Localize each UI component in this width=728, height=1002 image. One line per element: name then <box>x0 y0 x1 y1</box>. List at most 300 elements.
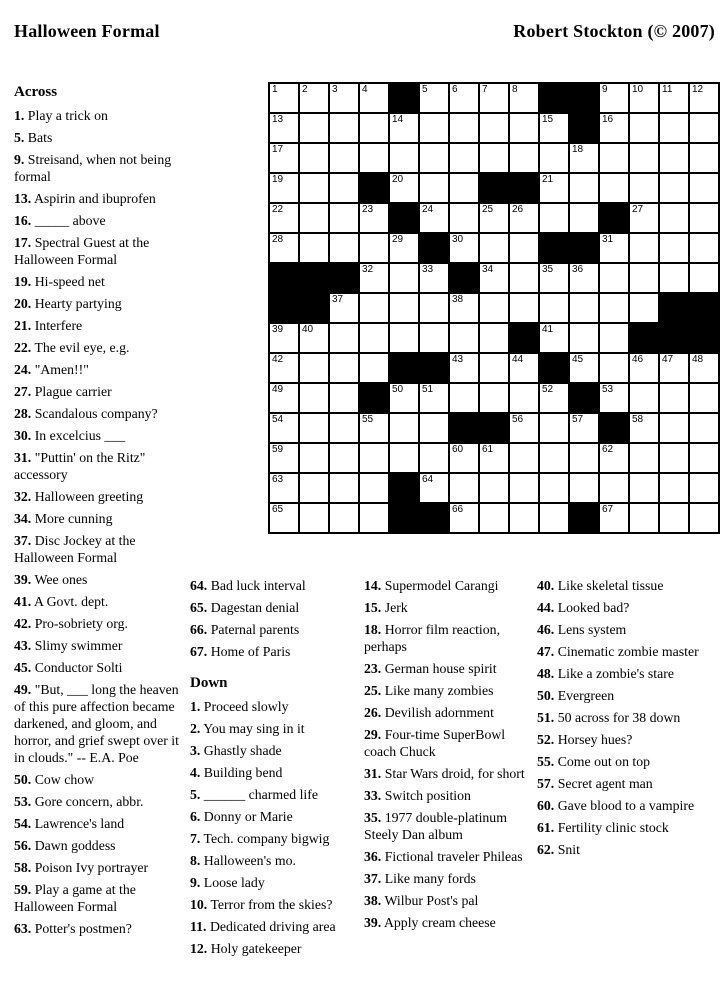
black-cell-r6c10 <box>540 234 568 262</box>
grid-cell-r3c12 <box>600 144 628 172</box>
cell-number: 11 <box>662 84 673 95</box>
across-clue-24: 24. "Amen!!" <box>14 362 89 377</box>
across-clue-53: 53. Gore concern, abbr. <box>14 794 144 809</box>
grid-cell-r1c4 <box>360 84 388 112</box>
cell-number: 32 <box>362 264 374 275</box>
down-clue-35: 35. 1977 double-platinum Steely Dan album <box>364 810 507 842</box>
cell-number: 43 <box>452 354 464 365</box>
grid-cell-r13c15 <box>690 444 718 472</box>
grid-cell-r3c11 <box>570 144 598 172</box>
across-clue-41: 41. A Govt. dept. <box>14 594 109 609</box>
grid-cell-r6c5 <box>390 234 418 262</box>
cell-number: 49 <box>272 384 284 395</box>
clue-number: 35. <box>364 810 382 825</box>
grid-cell-r13c5 <box>390 444 418 472</box>
clue-number: 23. <box>364 661 382 676</box>
clue-number: 32. <box>14 489 32 504</box>
grid-cell-r10c14 <box>660 354 688 382</box>
grid-cell-r14c2 <box>300 474 328 502</box>
clue-number: 60. <box>537 798 555 813</box>
black-cell-r14c5 <box>390 474 418 502</box>
grid-cell-r11c5 <box>390 384 418 412</box>
down-clue-18: 18. Horror film reaction, perhaps <box>364 622 501 654</box>
clue-number: 58. <box>14 860 32 875</box>
across-clue-27: 27. Plague carrier <box>14 384 112 399</box>
grid-cell-r4c7 <box>450 174 478 202</box>
grid-cell-r6c14 <box>660 234 688 262</box>
grid-cell-r6c4 <box>360 234 388 262</box>
cell-number: 2 <box>302 84 308 95</box>
clue-number: 20. <box>14 296 32 311</box>
grid-cell-r8c7 <box>450 294 478 322</box>
black-cell-r12c8 <box>480 414 508 442</box>
down-clue-44: 44. Looked bad? <box>537 600 630 615</box>
black-cell-r10c10 <box>540 354 568 382</box>
grid-cell-r2c7 <box>450 114 478 142</box>
clue-column-across-end-down-start <box>190 577 360 962</box>
grid-cell-r3c14 <box>660 144 688 172</box>
grid-cell-r9c4 <box>360 324 388 352</box>
cell-number: 48 <box>692 354 704 365</box>
down-clue-46: 46. Lens system <box>537 622 627 637</box>
cell-number: 3 <box>332 84 338 95</box>
grid-cell-r2c6 <box>420 114 448 142</box>
clue-number: 42. <box>14 616 32 631</box>
down-clue-23: 23. German house spirit <box>364 661 497 676</box>
across-clue-39: 39. Wee ones <box>14 572 88 587</box>
down-clue-25: 25. Like many zombies <box>364 683 494 698</box>
black-cell-r4c9 <box>510 174 538 202</box>
clue-number: 61. <box>537 820 555 835</box>
grid-cell-r15c13 <box>630 504 658 532</box>
grid-cell-r1c2 <box>300 84 328 112</box>
cell-number: 37 <box>332 294 344 305</box>
cell-number: 26 <box>512 204 524 215</box>
black-cell-r8c1 <box>270 294 298 322</box>
grid-cell-r3c10 <box>540 144 568 172</box>
across-clue-56: 56. Dawn goddess <box>14 838 116 853</box>
clue-number: 3. <box>190 743 201 758</box>
clue-number: 65. <box>190 600 208 615</box>
grid-cell-r5c7 <box>450 204 478 232</box>
across-clue-16: 16. _____ above <box>14 213 106 228</box>
across-clue-20: 20. Hearty partying <box>14 296 122 311</box>
clue-number: 40. <box>537 578 555 593</box>
grid-cell-r3c2 <box>300 144 328 172</box>
cell-number: 13 <box>272 114 284 125</box>
grid-cell-r11c8 <box>480 384 508 412</box>
grid-cell-r7c8 <box>480 264 508 292</box>
grid-cell-r7c10 <box>540 264 568 292</box>
grid-cell-r15c4 <box>360 504 388 532</box>
clue-number: 37. <box>14 533 32 548</box>
down-clue-14: 14. Supermodel Carangi <box>364 578 499 593</box>
grid-cell-r6c3 <box>330 234 358 262</box>
black-cell-r7c2 <box>300 264 328 292</box>
black-cell-r15c5 <box>390 504 418 532</box>
cell-number: 66 <box>452 504 464 515</box>
black-cell-r12c7 <box>450 414 478 442</box>
clue-number: 53. <box>14 794 32 809</box>
down-clue-60: 60. Gave blood to a vampire <box>537 798 695 813</box>
grid-cell-r15c3 <box>330 504 358 532</box>
grid-cell-r7c14 <box>660 264 688 292</box>
grid-cell-r1c7 <box>450 84 478 112</box>
grid-cell-r8c5 <box>390 294 418 322</box>
across-clue-50: 50. Cow chow <box>14 772 95 787</box>
grid-cell-r13c3 <box>330 444 358 472</box>
across-clue-19: 19. Hi-speed net <box>14 274 105 289</box>
black-cell-r15c6 <box>420 504 448 532</box>
clue-number: 43. <box>14 638 32 653</box>
cell-number: 6 <box>452 84 458 95</box>
grid-cell-r11c6 <box>420 384 448 412</box>
clue-number: 39. <box>364 915 382 930</box>
grid-cell-r12c1 <box>270 414 298 442</box>
clue-number: 30. <box>14 428 32 443</box>
down-clue-55: 55. Come out on top <box>537 754 651 769</box>
black-cell-r15c11 <box>570 504 598 532</box>
black-cell-r5c12 <box>600 204 628 232</box>
grid-cell-r14c6 <box>420 474 448 502</box>
down-clue-9: 9. Loose lady <box>190 875 265 890</box>
cell-number: 57 <box>572 414 584 425</box>
clue-number: 28. <box>14 406 32 421</box>
grid-cell-r14c15 <box>690 474 718 502</box>
grid-cell-r15c7 <box>450 504 478 532</box>
grid-cell-r2c5 <box>390 114 418 142</box>
clue-number: 33. <box>364 788 382 803</box>
down-clue-6: 6. Donny or Marie <box>190 809 293 824</box>
cell-number: 9 <box>602 84 608 95</box>
cell-number: 54 <box>272 414 284 425</box>
grid-cell-r2c2 <box>300 114 328 142</box>
clue-number: 37. <box>364 871 382 886</box>
grid-cell-r12c5 <box>390 414 418 442</box>
across-clue-58: 58. Poison Ivy portrayer <box>14 860 149 875</box>
across-clue-31: 31. "Puttin' on the Ritz" accessory <box>14 450 146 482</box>
clue-number: 21. <box>14 318 32 333</box>
cell-number: 33 <box>422 264 434 275</box>
grid-cell-r7c15 <box>690 264 718 292</box>
grid-cell-r10c7 <box>450 354 478 382</box>
cell-number: 25 <box>482 204 494 215</box>
down-clue-36: 36. Fictional traveler Phileas <box>364 849 523 864</box>
down-clue-26: 26. Devilish adornment <box>364 705 494 720</box>
grid-cell-r9c10 <box>540 324 568 352</box>
black-cell-r4c4 <box>360 174 388 202</box>
grid-cell-r13c14 <box>660 444 688 472</box>
black-cell-r4c8 <box>480 174 508 202</box>
grid-cell-r13c7 <box>450 444 478 472</box>
clue-number: 29. <box>364 727 382 742</box>
cell-number: 20 <box>392 174 404 185</box>
grid-cell-r11c12 <box>600 384 628 412</box>
grid-cell-r9c8 <box>480 324 508 352</box>
grid-cell-r12c3 <box>330 414 358 442</box>
grid-cell-r1c1 <box>270 84 298 112</box>
grid-cell-r15c15 <box>690 504 718 532</box>
black-cell-r10c5 <box>390 354 418 382</box>
clue-number: 67. <box>190 644 208 659</box>
grid-cell-r13c11 <box>570 444 598 472</box>
cell-number: 5 <box>422 84 428 95</box>
cell-number: 8 <box>512 84 518 95</box>
clue-column-down-3 <box>537 577 713 863</box>
clue-number: 45. <box>14 660 32 675</box>
clue-number: 19. <box>14 274 32 289</box>
down-clue-61: 61. Fertility clinic stock <box>537 820 669 835</box>
grid-cell-r9c12 <box>600 324 628 352</box>
grid-cell-r5c2 <box>300 204 328 232</box>
clue-number: 38. <box>364 893 382 908</box>
black-cell-r9c13 <box>630 324 658 352</box>
grid-cell-r5c10 <box>540 204 568 232</box>
grid-cell-r1c15 <box>690 84 718 112</box>
clue-number: 27. <box>14 384 32 399</box>
cell-number: 44 <box>512 354 524 365</box>
grid-cell-r14c3 <box>330 474 358 502</box>
cell-number: 10 <box>632 84 644 95</box>
grid-cell-r11c10 <box>540 384 568 412</box>
grid-cell-r5c14 <box>660 204 688 232</box>
cell-number: 30 <box>452 234 464 245</box>
grid-cell-r1c14 <box>660 84 688 112</box>
grid-cell-r15c10 <box>540 504 568 532</box>
cell-number: 47 <box>662 354 674 365</box>
grid-cell-r8c12 <box>600 294 628 322</box>
cell-number: 46 <box>632 354 644 365</box>
down-clue-10: 10. Terror from the skies? <box>190 897 333 912</box>
clue-number: 34. <box>14 511 32 526</box>
puzzle-title: Halloween Formal <box>14 21 160 41</box>
across-clue-28: 28. Scandalous company? <box>14 406 158 421</box>
grid-cell-r15c12 <box>600 504 628 532</box>
cell-number: 21 <box>542 174 554 185</box>
clue-number: 13. <box>14 191 32 206</box>
clue-number: 5. <box>14 130 25 145</box>
grid-cell-r3c4 <box>360 144 388 172</box>
down-clue-4: 4. Building bend <box>190 765 283 780</box>
clue-number: 62. <box>537 842 555 857</box>
clue-number: 14. <box>364 578 382 593</box>
black-cell-r11c4 <box>360 384 388 412</box>
across-clue-13: 13. Aspirin and ibuprofen <box>14 191 156 206</box>
grid-cell-r2c4 <box>360 114 388 142</box>
across-clue-59: 59. Play a game at the Halloween Formal <box>14 882 136 914</box>
grid-cell-r3c15 <box>690 144 718 172</box>
down-clue-38: 38. Wilbur Post's pal <box>364 893 479 908</box>
cell-number: 16 <box>602 114 614 125</box>
cell-number: 64 <box>422 474 434 485</box>
black-cell-r9c9 <box>510 324 538 352</box>
clue-number: 9. <box>190 875 201 890</box>
across-clue-21: 21. Interfere <box>14 318 83 333</box>
cell-number: 27 <box>632 204 644 215</box>
down-clue-29: 29. Four-time SuperBowl coach Chuck <box>364 727 506 759</box>
grid-cell-r4c12 <box>600 174 628 202</box>
grid-cell-r4c1 <box>270 174 298 202</box>
grid-cell-r10c15 <box>690 354 718 382</box>
grid-cell-r14c9 <box>510 474 538 502</box>
black-cell-r9c14 <box>660 324 688 352</box>
down-clue-51: 51. 50 across for 38 down <box>537 710 681 725</box>
clue-number: 5. <box>190 787 201 802</box>
across-clue-5: 5. Bats <box>14 130 53 145</box>
cell-number: 36 <box>572 264 584 275</box>
grid-cell-r7c5 <box>390 264 418 292</box>
clue-column-across <box>14 84 182 942</box>
down-clue-5: 5. ______ charmed life <box>190 787 318 802</box>
grid-cell-r10c1 <box>270 354 298 382</box>
grid-cell-r12c14 <box>660 414 688 442</box>
across-clue-49: 49. "But, ___ long the heaven of this pure affection became darkened, and gloom, and horror, and grief swept over it in clouds." -- E.A. Poe <box>14 682 179 765</box>
grid-cell-r9c3 <box>330 324 358 352</box>
cell-number: 56 <box>512 414 524 425</box>
across-clue-34: 34. More cunning <box>14 511 113 526</box>
grid-cell-r13c10 <box>540 444 568 472</box>
down-clue-31: 31. Star Wars droid, for short <box>364 766 525 781</box>
grid-cell-r4c3 <box>330 174 358 202</box>
grid-cell-r5c3 <box>330 204 358 232</box>
puzzle-author: Robert Stockton (© 2007) <box>513 21 715 41</box>
cell-number: 39 <box>272 324 284 335</box>
grid-cell-r4c15 <box>690 174 718 202</box>
grid-cell-r12c15 <box>690 414 718 442</box>
grid-cell-r7c9 <box>510 264 538 292</box>
grid-cell-r11c15 <box>690 384 718 412</box>
grid-cell-r12c9 <box>510 414 538 442</box>
grid-cell-r1c6 <box>420 84 448 112</box>
cell-number: 51 <box>422 384 434 395</box>
clue-number: 36. <box>364 849 382 864</box>
down-clue-40: 40. Like skeletal tissue <box>537 578 664 593</box>
cell-number: 19 <box>272 174 284 185</box>
grid-cell-r4c13 <box>630 174 658 202</box>
down-clue-11: 11. Dedicated driving area <box>190 919 336 934</box>
clue-number: 8. <box>190 853 201 868</box>
across-clue-1: 1. Play a trick on <box>14 108 108 123</box>
grid-cell-r13c6 <box>420 444 448 472</box>
black-cell-r9c15 <box>690 324 718 352</box>
down-clue-50: 50. Evergreen <box>537 688 615 703</box>
clue-number: 1. <box>190 699 201 714</box>
clue-number: 4. <box>190 765 201 780</box>
grid-cell-r12c10 <box>540 414 568 442</box>
clue-number: 63. <box>14 921 32 936</box>
cell-number: 61 <box>482 444 494 455</box>
clue-number: 22. <box>14 340 32 355</box>
grid-cell-r2c10 <box>540 114 568 142</box>
grid-cell-r2c9 <box>510 114 538 142</box>
across-clue-45: 45. Conductor Solti <box>14 660 123 675</box>
grid-cell-r8c11 <box>570 294 598 322</box>
clue-number: 1. <box>14 108 25 123</box>
grid-cell-r5c4 <box>360 204 388 232</box>
down-clue-47: 47. Cinematic zombie master <box>537 644 699 659</box>
grid-cell-r2c15 <box>690 114 718 142</box>
black-cell-r7c1 <box>270 264 298 292</box>
grid-cell-r1c9 <box>510 84 538 112</box>
grid-cell-r5c8 <box>480 204 508 232</box>
clue-number: 48. <box>537 666 555 681</box>
cell-number: 45 <box>572 354 584 365</box>
clue-number: 16. <box>14 213 32 228</box>
grid-cell-r14c14 <box>660 474 688 502</box>
grid-cell-r9c7 <box>450 324 478 352</box>
grid-cell-r10c3 <box>330 354 358 382</box>
clue-number: 44. <box>537 600 555 615</box>
cell-number: 50 <box>392 384 404 395</box>
grid-cell-r10c9 <box>510 354 538 382</box>
grid-cell-r1c13 <box>630 84 658 112</box>
across-clue-37: 37. Disc Jockey at the Halloween Formal <box>14 533 136 565</box>
clue-number: 26. <box>364 705 382 720</box>
grid-cell-r10c11 <box>570 354 598 382</box>
grid-cell-r13c12 <box>600 444 628 472</box>
grid-cell-r2c13 <box>630 114 658 142</box>
cell-number: 38 <box>452 294 464 305</box>
clue-number: 51. <box>537 710 555 725</box>
grid-cell-r14c11 <box>570 474 598 502</box>
grid-cell-r3c8 <box>480 144 508 172</box>
grid-cell-r4c2 <box>300 174 328 202</box>
cell-number: 17 <box>272 144 284 155</box>
black-cell-r10c6 <box>420 354 448 382</box>
grid-cell-r7c6 <box>420 264 448 292</box>
grid-cell-r13c9 <box>510 444 538 472</box>
black-cell-r8c2 <box>300 294 328 322</box>
grid-cell-r14c10 <box>540 474 568 502</box>
cell-number: 15 <box>542 114 554 125</box>
black-cell-r1c10 <box>540 84 568 112</box>
clue-number: 41. <box>14 594 32 609</box>
clue-column-down-2 <box>364 577 540 936</box>
grid-cell-r3c1 <box>270 144 298 172</box>
grid-cell-r6c15 <box>690 234 718 262</box>
grid-cell-r6c7 <box>450 234 478 262</box>
grid-cell-r11c7 <box>450 384 478 412</box>
cell-number: 42 <box>272 354 284 365</box>
clue-number: 49. <box>14 682 32 697</box>
grid-cell-r11c9 <box>510 384 538 412</box>
clue-number: 10. <box>190 897 208 912</box>
black-cell-r1c5 <box>390 84 418 112</box>
grid-cell-r11c3 <box>330 384 358 412</box>
grid-cell-r12c13 <box>630 414 658 442</box>
grid-cell-r2c12 <box>600 114 628 142</box>
grid-cell-r6c13 <box>630 234 658 262</box>
clue-number: 54. <box>14 816 32 831</box>
grid-cell-r14c8 <box>480 474 508 502</box>
grid-cell-r2c3 <box>330 114 358 142</box>
grid-cell-r8c8 <box>480 294 508 322</box>
clue-number: 31. <box>364 766 382 781</box>
grid-cell-r2c8 <box>480 114 508 142</box>
down-clue-12: 12. Holy gatekeeper <box>190 941 302 956</box>
cell-number: 63 <box>272 474 284 485</box>
cell-number: 59 <box>272 444 284 455</box>
clue-number: 39. <box>14 572 32 587</box>
across-clue-54: 54. Lawrence's land <box>14 816 125 831</box>
grid-cell-r15c9 <box>510 504 538 532</box>
cell-number: 18 <box>572 144 584 155</box>
cell-number: 53 <box>602 384 614 395</box>
grid-cell-r6c8 <box>480 234 508 262</box>
grid-cell-r5c13 <box>630 204 658 232</box>
grid-cell-r10c8 <box>480 354 508 382</box>
clue-number: 17. <box>14 235 32 250</box>
